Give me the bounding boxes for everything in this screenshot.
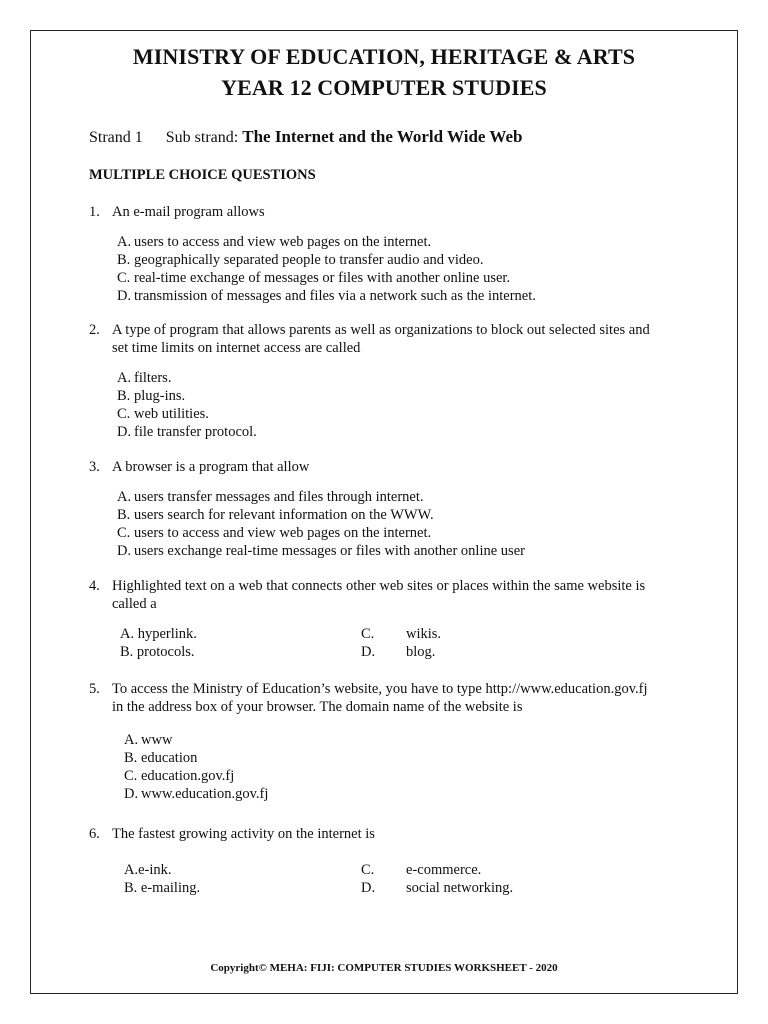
option-d-letter: D. bbox=[361, 644, 376, 660]
option-c-text: e-commerce. bbox=[406, 862, 482, 878]
strand-label: Strand 1 bbox=[89, 129, 143, 146]
option-d-text: social networking. bbox=[406, 880, 514, 896]
option-a: A. users to access and view web pages on the internet. bbox=[117, 234, 432, 250]
option-c-letter: C. bbox=[361, 626, 375, 642]
question-5-options bbox=[124, 731, 268, 803]
option-c: C. real-time exchange of messages or files with another online user. bbox=[117, 270, 511, 286]
option-b: B. education bbox=[124, 750, 198, 766]
course-title: YEAR 12 COMPUTER STUDIES bbox=[221, 75, 547, 100]
option-d-text: blog. bbox=[406, 644, 436, 660]
question-6-options bbox=[124, 861, 604, 897]
section-title: MULTIPLE CHOICE QUESTIONS bbox=[89, 167, 316, 183]
question-4 bbox=[89, 577, 689, 613]
question-2 bbox=[89, 321, 689, 357]
question-text: The fastest growing activity on the internet is bbox=[112, 826, 375, 842]
sub-strand-topic: The Internet and the World Wide Web bbox=[242, 127, 523, 146]
question-1-options bbox=[117, 233, 536, 305]
copyright-footer: Copyright© MEHA: FIJI: COMPUTER STUDIES WORKSHEET - 2020 bbox=[210, 962, 558, 974]
question-6 bbox=[89, 825, 689, 843]
question-text-line-1: Highlighted text on a web that connects other web sites or places within the same website is bbox=[112, 578, 646, 594]
question-4-options bbox=[120, 625, 600, 661]
sub-strand-label: Sub strand: bbox=[165, 129, 239, 146]
question-text-line-2: called a bbox=[112, 596, 157, 612]
question-1 bbox=[89, 203, 689, 221]
question-number: 6. bbox=[89, 826, 100, 842]
question-number: 5. bbox=[89, 681, 100, 697]
question-number: 3. bbox=[89, 459, 100, 475]
option-b: B. protocols. bbox=[120, 644, 195, 660]
question-text: A browser is a program that allow bbox=[112, 459, 310, 475]
question-3-options bbox=[117, 488, 525, 560]
question-3 bbox=[89, 458, 689, 476]
question-number: 4. bbox=[89, 578, 100, 594]
strand-line bbox=[89, 127, 522, 147]
option-b: B. users search for relevant information on the WWW. bbox=[117, 507, 434, 523]
question-5 bbox=[89, 680, 689, 716]
question-2-options bbox=[117, 369, 257, 441]
option-d: D. file transfer protocol. bbox=[117, 424, 257, 440]
option-a: A. www bbox=[124, 732, 173, 748]
option-d: D. users exchange real-time messages or files with another online user bbox=[117, 543, 525, 559]
option-c-text: wikis. bbox=[406, 626, 442, 642]
option-c: C. web utilities. bbox=[117, 406, 209, 422]
question-text-line-2: in the address box of your browser. The domain name of the website is bbox=[112, 699, 523, 715]
question-text-line-1: To access the Ministry of Education’s website, you have to type http://www.education.gov.fj bbox=[112, 681, 648, 697]
question-number: 1. bbox=[89, 204, 100, 220]
option-b: B. e-mailing. bbox=[124, 880, 201, 896]
option-d-letter: D. bbox=[361, 880, 376, 896]
ministry-title: MINISTRY OF EDUCATION, HERITAGE & ARTS bbox=[132, 44, 636, 69]
option-c: C. users to access and view web pages on the internet. bbox=[117, 525, 432, 541]
option-b: B. geographically separated people to transfer audio and video. bbox=[117, 252, 484, 268]
option-b: B. plug-ins. bbox=[117, 388, 186, 404]
option-a: A. filters. bbox=[117, 370, 172, 386]
option-a: A. users transfer messages and files through internet. bbox=[117, 489, 424, 505]
option-a: A. hyperlink. bbox=[120, 626, 197, 642]
option-c-letter: C. bbox=[361, 862, 375, 878]
question-number: 2. bbox=[89, 322, 100, 338]
question-text-line-1: A type of program that allows parents as well as organizations to block out selected sites and bbox=[112, 322, 650, 338]
option-a: A.e-ink. bbox=[124, 862, 172, 878]
option-d: D. transmission of messages and files via a network such as the internet. bbox=[117, 288, 536, 304]
option-c: C. education.gov.fj bbox=[124, 768, 235, 784]
question-text: An e-mail program allows bbox=[112, 204, 265, 220]
option-d: D. www.education.gov.fj bbox=[124, 786, 269, 802]
question-text-line-2: set time limits on internet access are called bbox=[112, 340, 361, 356]
